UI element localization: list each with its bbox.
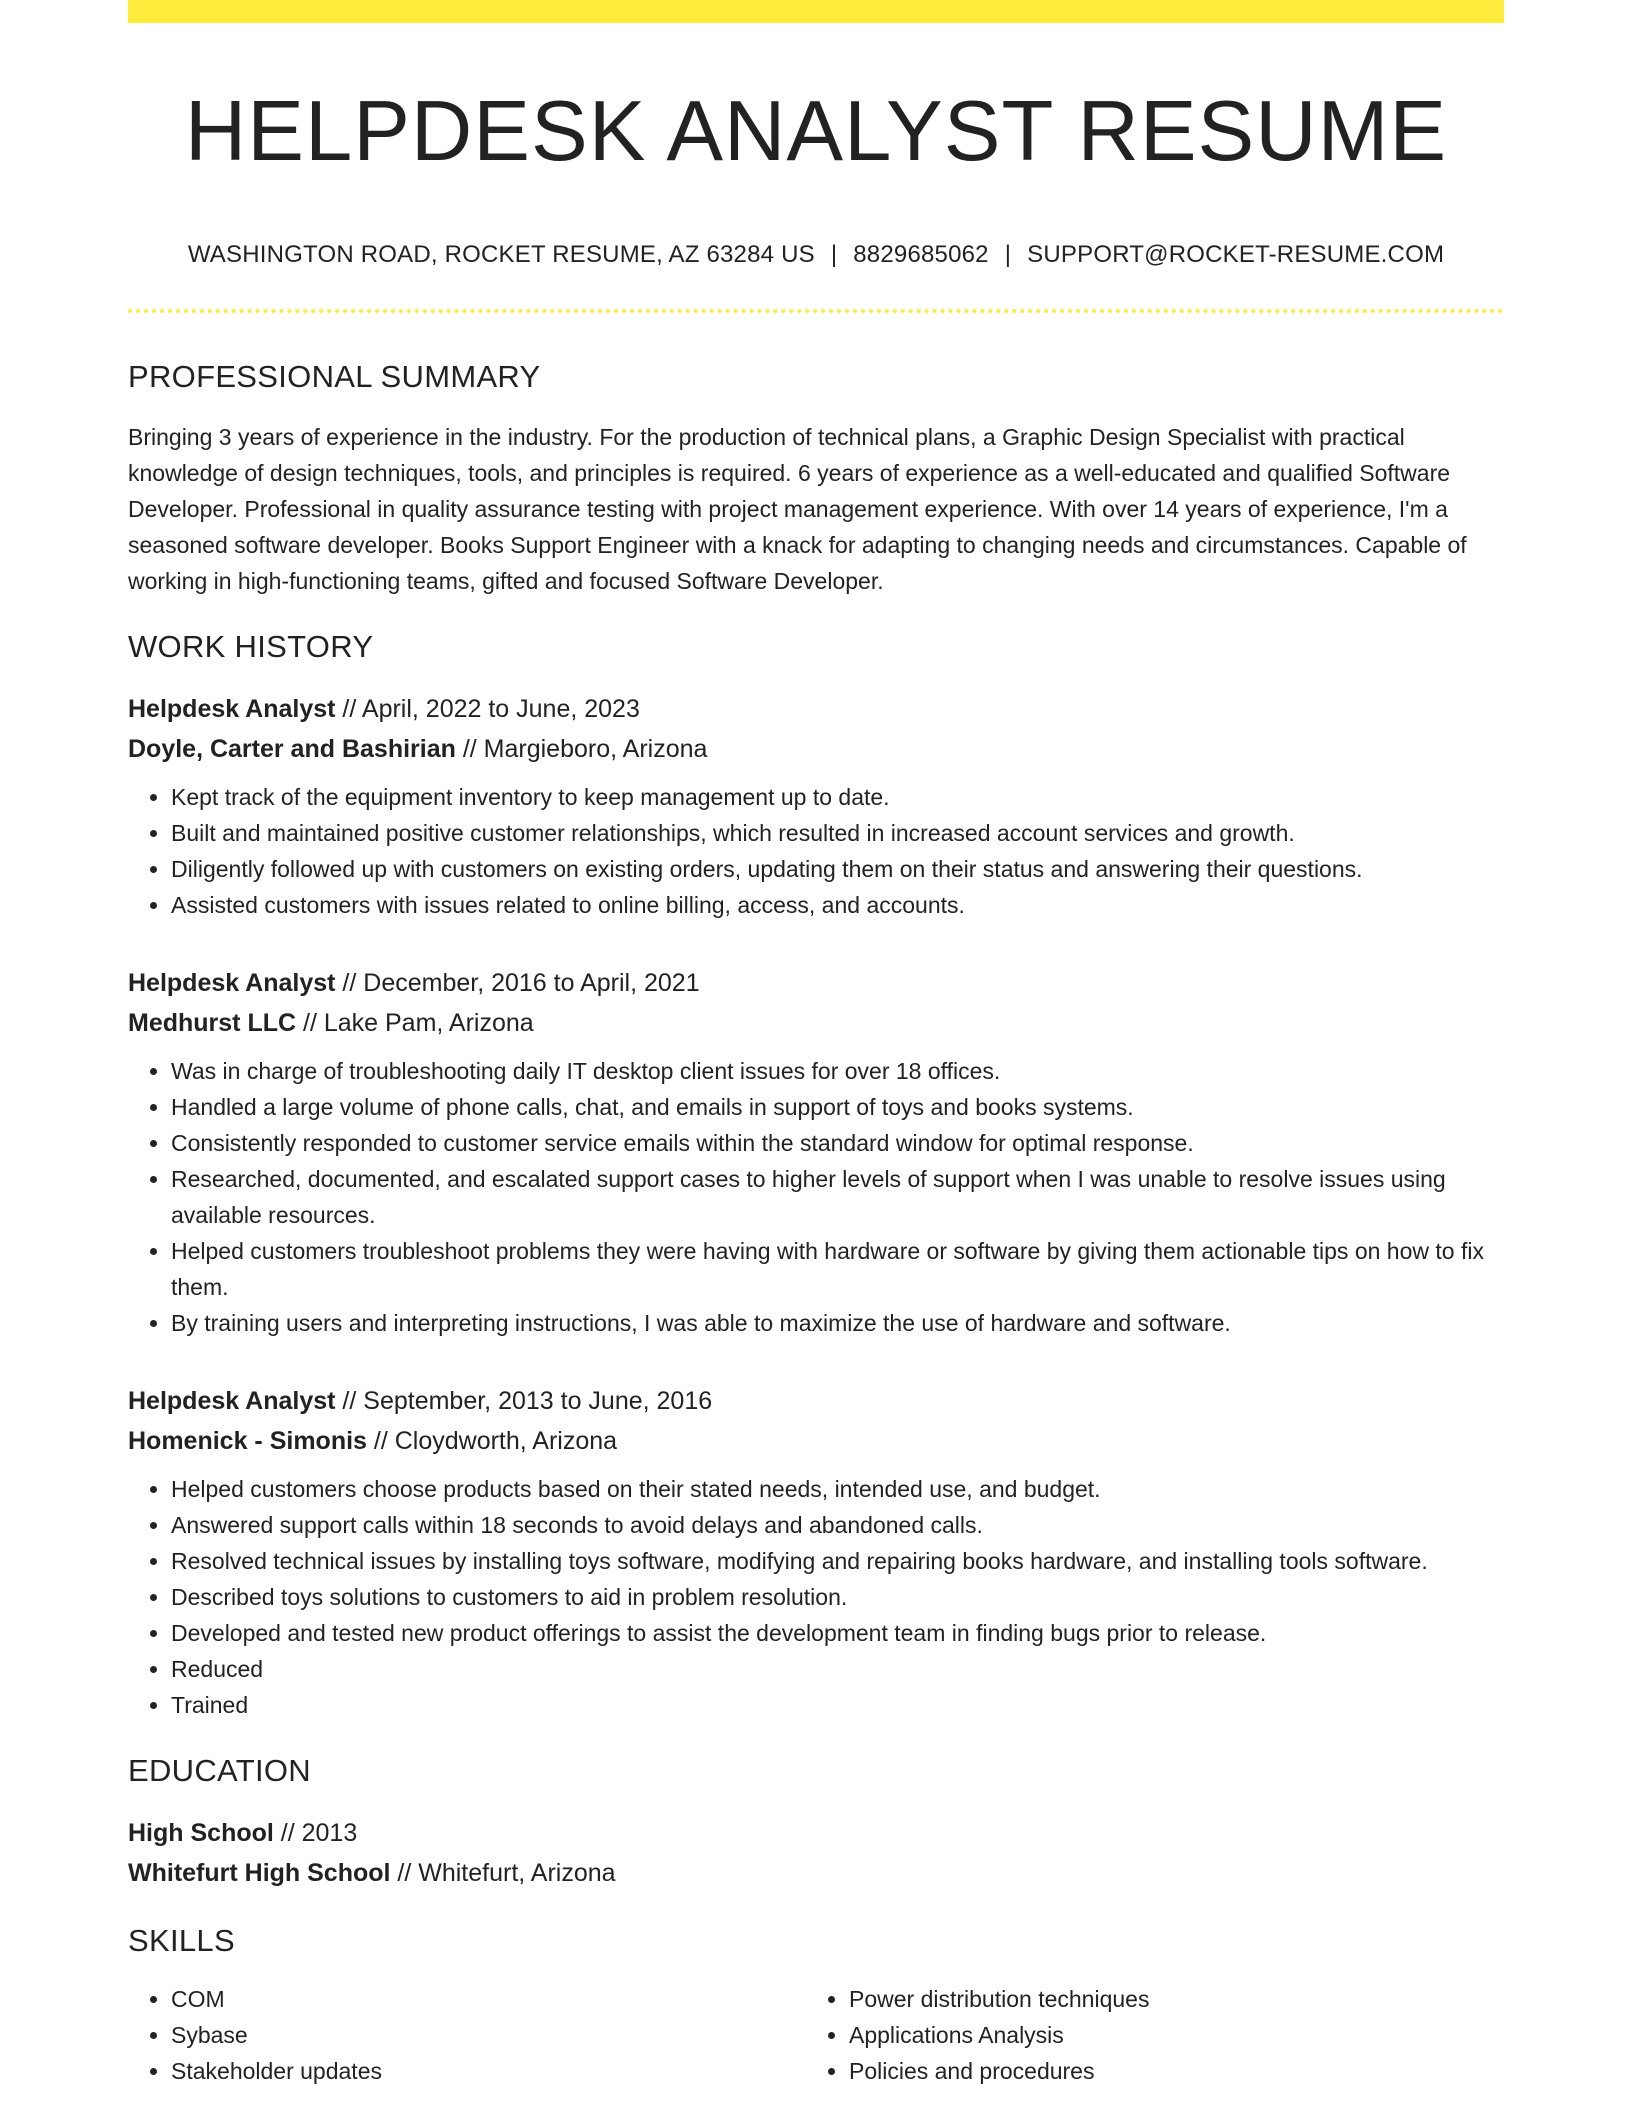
job-entry (128, 963, 1504, 1341)
education-year: // 2013 (273, 1818, 358, 1847)
job-bullet: • Researched, documented, and escalated support cases to higher levels of support when I was unable to resolve issues using available resources. (171, 1161, 1504, 1233)
skill-item: • Power distribution techniques (849, 1981, 1484, 2017)
skill-item: • Applications Analysis (849, 2017, 1484, 2053)
job-title-line (128, 963, 1504, 1003)
job-bullet: • Built and maintained positive customer relationships, which resulted in increased account services and growth. (171, 815, 1504, 851)
education-location: // Whitefurt, Arizona (390, 1858, 616, 1887)
skill-item: • Sybase (171, 2017, 806, 2053)
job-title-line (128, 1381, 1504, 1421)
job-bullet: • Helped customers troubleshoot problems they were having with hardware or software by giving them actionable tips on how to fix them. (171, 1233, 1504, 1305)
education-school: Whitefurt High School (128, 1858, 391, 1887)
job-dates: // September, 2013 to June, 2016 (335, 1386, 713, 1415)
contact-phone: 8829685062 (853, 240, 989, 268)
job-bullet: • Reduced (171, 1651, 1504, 1687)
job-company-line (128, 1421, 1504, 1461)
contact-separator: | (830, 240, 838, 268)
job-location: // Margieboro, Arizona (455, 734, 708, 763)
job-location: // Lake Pam, Arizona (296, 1008, 534, 1037)
job-company-line (128, 1003, 1504, 1043)
accent-top-bar (128, 0, 1504, 23)
job-bullets (128, 1053, 1504, 1341)
job-title: Helpdesk Analyst (128, 1386, 336, 1415)
education-school-line (128, 1853, 1504, 1893)
job-bullet: • Kept track of the equipment inventory to keep management up to date. (171, 779, 1504, 815)
job-dates: // December, 2016 to April, 2021 (335, 968, 700, 997)
job-bullet: • Consistently responded to customer service emails within the standard window for optimal response. (171, 1125, 1504, 1161)
section-heading-work-history: WORK HISTORY (128, 628, 374, 664)
job-entry (128, 689, 1504, 923)
resume-page (128, 0, 1504, 2089)
education-entry (128, 1813, 1504, 1893)
contact-address: WASHINGTON ROAD, ROCKET RESUME, AZ 63284 US (187, 240, 815, 268)
education-degree-line (128, 1813, 1504, 1853)
job-company: Medhurst LLC (128, 1008, 297, 1037)
skills-column-right (806, 1981, 1484, 2089)
section-heading-skills: SKILLS (128, 1922, 235, 1958)
job-bullet: • Helped customers choose products based on their stated needs, intended use, and budget. (171, 1471, 1504, 1507)
job-bullet: • Described toys solutions to customers to aid in problem resolution. (171, 1579, 1504, 1615)
job-entry (128, 1381, 1504, 1723)
job-location: // Cloydworth, Arizona (366, 1426, 618, 1455)
resume-title: HELPDESK ANALYST RESUME (184, 84, 1448, 179)
skills-grid (128, 1981, 1504, 2089)
skill-item: • Stakeholder updates (171, 2053, 806, 2089)
job-bullet: • Handled a large volume of phone calls, chat, and emails in support of toys and books systems. (171, 1089, 1504, 1125)
education-degree: High School (128, 1818, 274, 1847)
job-bullet: • Trained (171, 1687, 1504, 1723)
job-bullet: • Assisted customers with issues related to online billing, access, and accounts. (171, 887, 1504, 923)
section-heading-education: EDUCATION (128, 1752, 311, 1788)
job-company: Homenick - Simonis (128, 1426, 367, 1455)
job-title-line (128, 689, 1504, 729)
contact-email: SUPPORT@ROCKET-RESUME.COM (1027, 240, 1445, 268)
job-bullets (128, 1471, 1504, 1723)
skill-item: • Policies and procedures (849, 2053, 1484, 2089)
section-heading-summary: PROFESSIONAL SUMMARY (128, 358, 541, 394)
dotted-divider (128, 309, 1504, 313)
contact-line (128, 241, 1504, 269)
job-bullet: • Diligently followed up with customers on existing orders, updating them on their status and answering their questions. (171, 851, 1504, 887)
job-title: Helpdesk Analyst (128, 694, 336, 723)
job-bullet: • Answered support calls within 18 seconds to avoid delays and abandoned calls. (171, 1507, 1504, 1543)
job-bullet: • Resolved technical issues by installing toys software, modifying and repairing books hardware, and installing tools software. (171, 1543, 1504, 1579)
skill-item: • COM (171, 1981, 806, 2017)
job-company-line (128, 729, 1504, 769)
job-bullet: • By training users and interpreting instructions, I was able to maximize the use of hardware and software. (171, 1305, 1504, 1341)
job-title: Helpdesk Analyst (128, 968, 336, 997)
skills-column-left (128, 1981, 806, 2089)
job-company: Doyle, Carter and Bashirian (128, 734, 456, 763)
job-bullet: • Was in charge of troubleshooting daily IT desktop client issues for over 18 offices. (171, 1053, 1504, 1089)
job-dates: // April, 2022 to June, 2023 (335, 694, 640, 723)
job-bullet: • Developed and tested new product offerings to assist the development team in finding bugs prior to release. (171, 1615, 1504, 1651)
job-bullets (128, 779, 1504, 923)
contact-separator: | (1004, 240, 1012, 268)
summary-text: Bringing 3 years of experience in the industry. For the production of technical plans, a Graphic Design Specialist with practical knowledge of design techniques, tools, and principles is required. 6 years of experience as a well-educated and qualified Software Developer. Professional in quality assurance testing with project management experience. With over 14 years of experience, I'm a seasoned software developer. Books Support Engineer with a knack for adapting to changing needs and circumstances. Capable of working in high-functioning teams, gifted and focused Software Developer. (128, 423, 1467, 594)
